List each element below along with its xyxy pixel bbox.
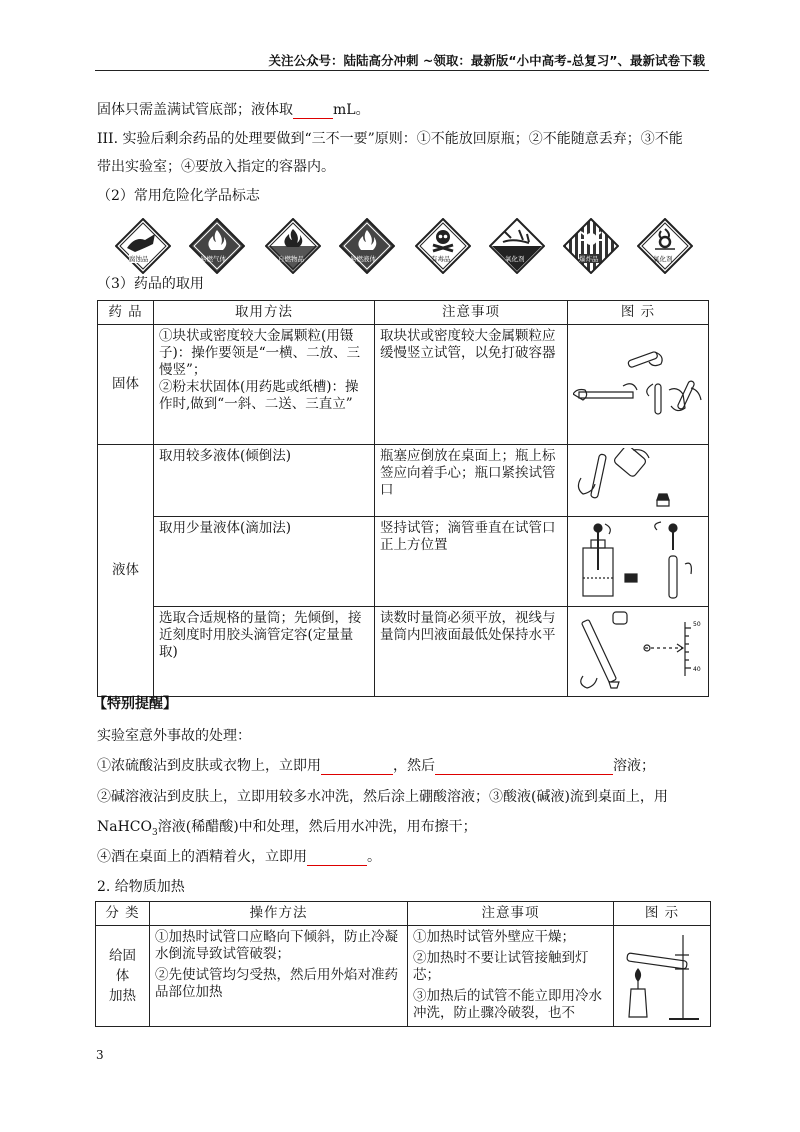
note-cell: 取块状或密度较大金属颗粒应缓慢竖立试管，以免打破容器 (375, 325, 568, 445)
note-item: ①加热时试管外壁应干燥； (413, 929, 575, 945)
tips-line-neutralize (97, 818, 477, 842)
illustration-cell (568, 325, 709, 445)
text: 。 (367, 849, 381, 865)
text-line-disposal-cont: 带出实验室；④要放入指定的容器内。 (97, 159, 335, 175)
table-header-row (96, 902, 711, 926)
table-row (98, 445, 709, 517)
hazard-label: 易燃气体 (200, 255, 226, 263)
page-header: 关注公众号：陆陆高分冲刺 ~领取：最新版“小中高考-总复习”、最新试卷下载 (268, 53, 705, 68)
heating-illustration (619, 929, 705, 1023)
table-row (98, 607, 709, 697)
graduated-cylinder-illustration (573, 610, 703, 692)
text: 溶液(稀醋酸)中和处理，然后用水冲洗，用布擦干； (157, 819, 477, 835)
note-cell (408, 926, 614, 1027)
method-cell (150, 926, 408, 1027)
category-cell: 液体 (98, 445, 154, 697)
table-row (98, 517, 709, 607)
text-line-disposal: III. 实验后剩余药品的处理要做到“三不一要”原则：①不能放回原瓶；②不能随意丢弃；③不能 (97, 131, 683, 147)
text: mL。 (333, 102, 370, 118)
table-header: 取用方法 (154, 301, 375, 325)
section-heading-heating: 2. 给物质加热 (97, 879, 185, 895)
answer-blank[interactable] (435, 760, 613, 775)
method-cell: 取用少量液体(滴加法) (154, 517, 375, 607)
text: 固体只需盖满试管底部；液体取 (97, 102, 293, 118)
illustration-cell (568, 445, 709, 517)
answer-blank[interactable] (293, 104, 333, 119)
drug-taking-table (97, 300, 709, 697)
text: ，然后 (393, 758, 435, 774)
method-cell: 取用较多液体(倾倒法) (154, 445, 375, 517)
answer-blank[interactable] (321, 760, 393, 775)
text-line-liquid-volume (97, 101, 370, 119)
dropping-illustration (573, 520, 703, 602)
category-cell: 给固 体 加热 (96, 926, 150, 1027)
page-number: 3 (96, 1048, 104, 1062)
solid-taking-illustration (573, 350, 703, 420)
hazard-label: 氧化剂 (505, 255, 525, 263)
table-header: 注意事项 (375, 301, 568, 325)
text: ④酒在桌面上的酒精着火，立即用 (97, 849, 307, 865)
illustration-cell (568, 517, 709, 607)
text: NaHCO (97, 819, 152, 835)
hazard-label: 爆炸品 (579, 255, 599, 263)
tips-line-base: ②碱溶液沾到皮肤上，立即用较多水冲洗，然后涂上硼酸溶液；③酸液(碱液)流到桌面上，用 (97, 789, 668, 805)
note-item: ③加热后的试管不能立即用冷水冲洗，防止骤冷破裂，也不 (413, 988, 602, 1021)
illustration-cell (568, 607, 709, 697)
table-header: 操作方法 (150, 902, 408, 926)
note-item: ②加热时不要让试管接触到灯芯； (413, 950, 589, 983)
table-header: 注意事项 (408, 902, 614, 926)
hazard-label: 有毒品 (431, 255, 451, 263)
cylinder-mark-50: 50 (693, 621, 701, 628)
hazard-label: 腐蚀品 (129, 255, 149, 263)
table-header: 图 示 (568, 301, 709, 325)
hazard-label: 自燃物品 (278, 255, 304, 263)
note-cell: 读数时量筒必须平放，视线与量筒内凹液面最低处保持水平 (375, 607, 568, 697)
hazard-signs-row (115, 218, 695, 274)
heating-table (95, 901, 711, 1027)
note-cell: 竖持试管；滴管垂直在试管口正上方位置 (375, 517, 568, 607)
table-header: 药 品 (98, 301, 154, 325)
method-item: ①加热时试管口应略向下倾斜，防止冷凝水倒流导致试管破裂； (155, 929, 398, 962)
illustration-cell (614, 926, 711, 1027)
subscript: 3 (152, 827, 158, 838)
section-heading-drug-taking: （3）药品的取用 (97, 276, 204, 292)
header-rule (95, 70, 709, 71)
table-header-row (98, 301, 709, 325)
section-heading-hazard-signs: （2）常用危险化学品标志 (97, 188, 260, 204)
table-header: 分 类 (96, 902, 150, 926)
tips-intro: 实验室意外事故的处理： (97, 728, 251, 744)
table-row (98, 325, 709, 445)
text: ①浓硫酸沾到皮肤或衣物上，立即用 (97, 758, 321, 774)
table-row (96, 926, 711, 1027)
tips-title: 【特别提醒】 (93, 696, 177, 712)
method-cell: ①块状或密度较大金属颗粒(用镊子)：操作要领是“一横、二放、三慢竖”； ②粉末状固体(用药匙或纸槽)：操作时,做到“一斜、二送、三直立” (154, 325, 375, 445)
method-item: ②先使试管均匀受热，然后用外焰对准药品部位加热 (155, 967, 398, 1000)
hazard-label: 易燃液体 (350, 255, 376, 263)
hazard-label: 氧化剂 (653, 255, 673, 263)
pouring-illustration (573, 448, 703, 512)
tips-line-acid (97, 757, 655, 775)
text: 溶液； (613, 758, 655, 774)
cylinder-mark-40: 40 (693, 666, 701, 673)
method-cell: 选取合适规格的量筒；先倾倒，接近刻度时用胶头滴管定容(定量量取) (154, 607, 375, 697)
answer-blank[interactable] (307, 851, 367, 866)
tips-line-fire (97, 848, 381, 866)
category-cell: 固体 (98, 325, 154, 445)
table-header: 图 示 (614, 902, 711, 926)
note-cell: 瓶塞应倒放在桌面上；瓶上标签应向着手心；瓶口紧挨试管口 (375, 445, 568, 517)
